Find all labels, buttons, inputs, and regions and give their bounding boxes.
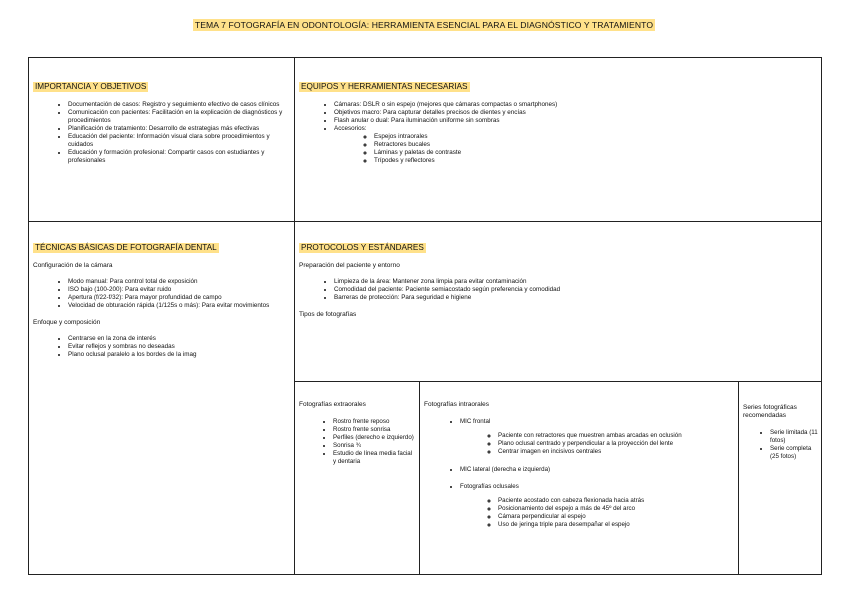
tecnicas-section <box>33 243 289 368</box>
divider-row-1 <box>29 221 821 222</box>
importancia-heading: IMPORTANCIA Y OBJETIVOS <box>35 82 147 91</box>
list-item: • Sonrisa ¾ <box>333 442 415 450</box>
series-section <box>743 404 819 470</box>
series-label: Series fotográficas recomendadas <box>743 404 797 419</box>
list-item: • Fotografías oclusales ◦ Paciente acostado con cabeza flexionada hacia atrás ◦ Posicionamiento del espejo a más de 45º del arco ◦ Cámara perpendicular al espejo ◦ Uso de jeringa triple para desempañar el espejo <box>460 483 729 529</box>
list-item: ◦ Uso de jeringa triple para desempañar el espejo <box>498 521 729 529</box>
list-item: • Objetivos macro: Para capturar detalles precisos de dientes y encías <box>334 109 809 117</box>
list-item: • Serie completa (25 fotos) <box>770 445 819 461</box>
prep-list <box>299 278 809 302</box>
page-title: TEMA 7 FOTOGRAFÍA EN ODONTOLOGÍA: HERRAMIENTA ESENCIAL PARA EL DIAGNÓSTICO Y TRATAMIENTO <box>194 20 654 30</box>
divider-vertical-main <box>294 58 295 574</box>
protocolos-section <box>299 243 809 327</box>
config-list <box>33 278 289 310</box>
list-item: • Cámaras: DSLR o sin espejo (mejores que cámaras compactas o smartphones) <box>334 101 809 109</box>
list-item: ◦ Retractores bucales <box>374 141 809 149</box>
list-item: • Apertura (f/22-f/32): Para mayor profundidad de campo <box>68 294 289 302</box>
equipos-section <box>299 82 809 174</box>
protocolos-heading: PROTOCOLOS Y ESTÁNDARES <box>301 243 424 252</box>
divider-row-2 <box>294 381 821 382</box>
list-item: • Limpieza de la área: Mantener zona limpia para evitar contaminación <box>334 278 809 286</box>
list-item: • Educación del paciente: Información visual clara sobre procedimientos y cuidados <box>68 133 289 149</box>
list-item: • Documentación de casos: Registro y seguimiento efectivo de casos clínicos <box>68 101 289 109</box>
extraorales-list <box>299 418 415 466</box>
list-item: • Serie limitada (11 fotos) <box>770 429 819 445</box>
list-item: • Flash anular o dual: Para iluminación uniforme sin sombras <box>334 117 809 125</box>
list-item: • Modo manual: Para control total de exposición <box>68 278 289 286</box>
list-item: • Perfiles (derecho e izquierdo) <box>333 434 415 442</box>
list-item: • MIC lateral (derecha e izquierda) <box>460 466 729 474</box>
importancia-section <box>33 82 289 174</box>
list-item: ◦ Paciente acostado con cabeza flexionada hacia atrás <box>498 497 729 505</box>
list-item: • Estudio de línea media facial y dentaria <box>333 450 415 466</box>
list-item: • Planificación de tratamiento: Desarrollo de estrategias más efectivas <box>68 125 289 133</box>
list-item: ◦ Cámara perpendicular al espejo <box>498 513 729 521</box>
divider-vertical-3 <box>738 381 739 574</box>
accesorios-list <box>334 133 809 165</box>
tipos-label: Tipos de fotografías <box>299 311 357 318</box>
content-table <box>28 57 822 575</box>
series-list <box>743 429 819 461</box>
intraorales-section <box>424 401 729 539</box>
list-item: • Accesorios: ◦ Espejos intraorales ◦ Retractores bucales ◦ Láminas y paletas de contraste ◦ Trípodes y reflectores <box>334 125 809 165</box>
extraorales-label: Fotografías extraorales <box>299 401 366 408</box>
tecnicas-heading: TÉCNICAS BÁSICAS DE FOTOGRAFÍA DENTAL <box>35 243 217 252</box>
list-item: ◦ Paciente con retractores que muestren ambas arcadas en oclusión <box>498 432 729 440</box>
list-item: • Comodidad del paciente: Paciente semiacostado según preferencia y comodidad <box>334 286 809 294</box>
prep-label: Preparación del paciente y entorno <box>299 262 400 269</box>
list-item: ◦ Centrar imagen en incisivos centrales <box>498 448 729 456</box>
importancia-list <box>33 101 289 165</box>
enfoque-label: Enfoque y composición <box>33 319 101 326</box>
config-label: Configuración de la cámara <box>33 262 113 269</box>
equipos-list <box>299 101 809 165</box>
list-item: • MIC frontal ◦ Paciente con retractores que muestren ambas arcadas en oclusión ◦ Plano oclusal centrado y perpendicular a la proyección del lente ◦ Centrar imagen en incisivos centrales <box>460 418 729 456</box>
extraorales-section <box>299 401 415 475</box>
list-item: ◦ Plano oclusal centrado y perpendicular a la proyección del lente <box>498 440 729 448</box>
intraorales-label: Fotografías intraorales <box>424 401 490 408</box>
equipos-heading: EQUIPOS Y HERRAMIENTAS NECESARIAS <box>301 82 468 91</box>
intraorales-list <box>424 418 729 529</box>
list-item: • Velocidad de obturación rápida (1/125s o más): Para evitar movimientos <box>68 302 289 310</box>
enfoque-list <box>33 335 289 359</box>
mic-frontal-list <box>460 432 729 456</box>
list-item: • Centrarse en la zona de interés <box>68 335 289 343</box>
divider-vertical-2 <box>419 381 420 574</box>
list-item: • Rostro frente reposo <box>333 418 415 426</box>
list-item: • Rostro frente sonrisa <box>333 426 415 434</box>
list-item: • Comunicación con pacientes: Facilitación en la explicación de diagnósticos y procedimientos <box>68 109 289 125</box>
list-item: ◦ Láminas y paletas de contraste <box>374 149 809 157</box>
oclusales-list <box>460 497 729 529</box>
list-item: • Barreras de protección: Para seguridad e higiene <box>334 294 809 302</box>
list-item: • Plano oclusal paralelo a los bordes de la imag <box>68 351 289 359</box>
list-item: ◦ Posicionamiento del espejo a más de 45º del arco <box>498 505 729 513</box>
list-item: • Educación y formación profesional: Compartir casos con estudiantes y profesionales <box>68 149 289 165</box>
list-item: ◦ Trípodes y reflectores <box>374 157 809 165</box>
list-item: • ISO bajo (100-200): Para evitar ruido <box>68 286 289 294</box>
list-item: • Evitar reflejos y sombras no deseadas <box>68 343 289 351</box>
list-item: ◦ Espejos intraorales <box>374 133 809 141</box>
